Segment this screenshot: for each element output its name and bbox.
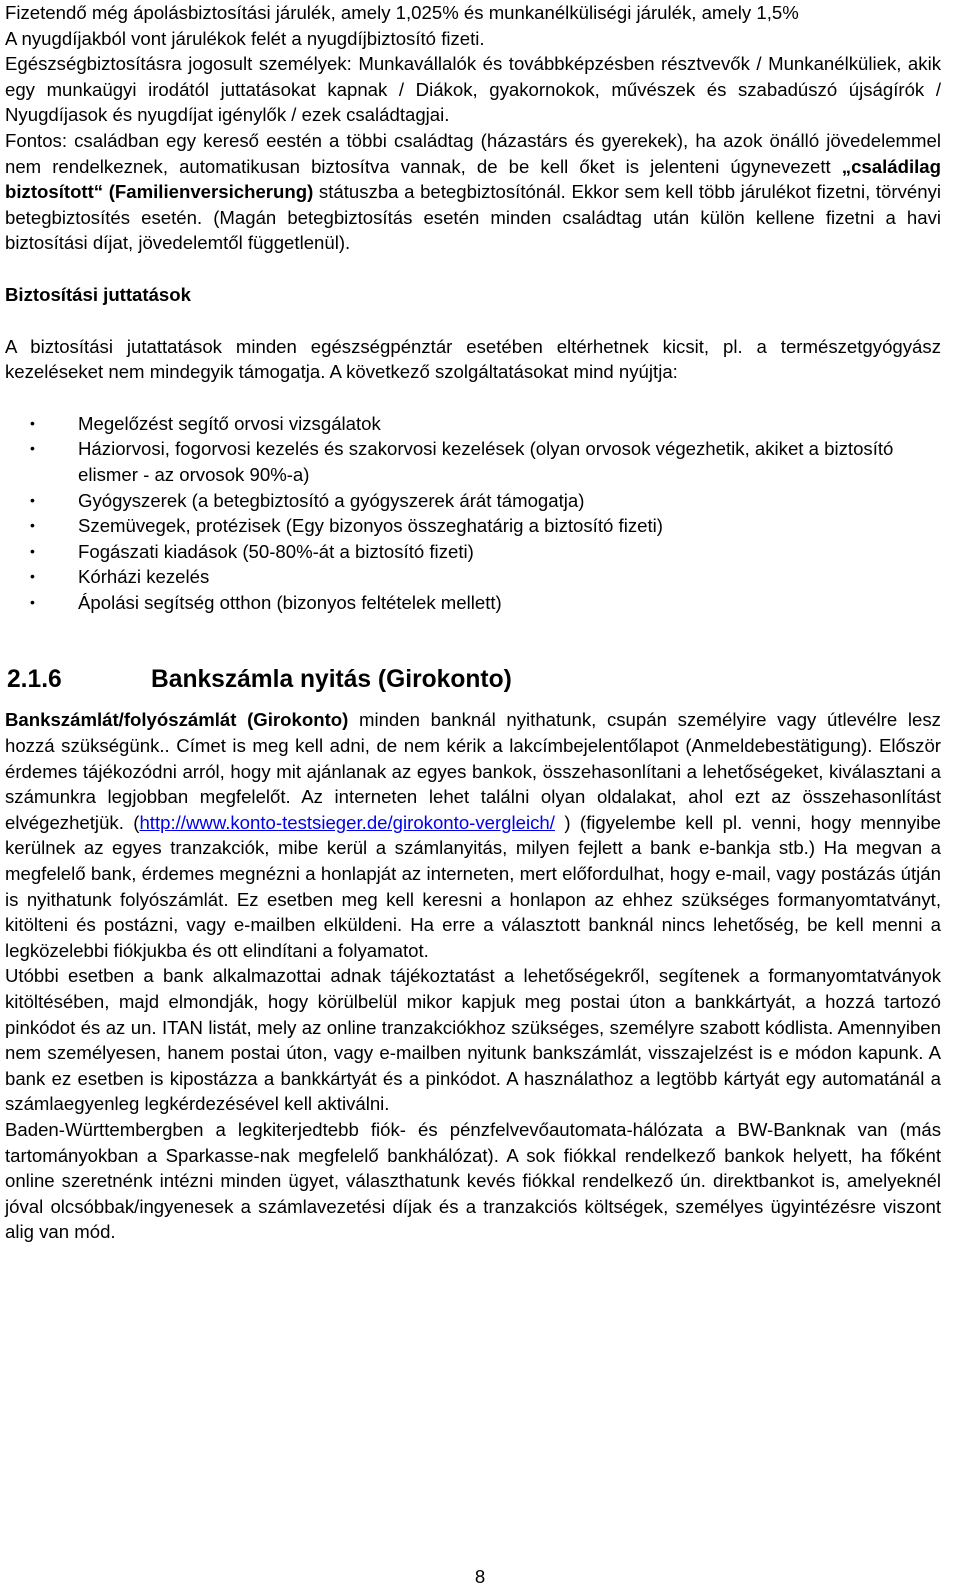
bank-account-paragraph <box>5 707 941 963</box>
family-insurance-term: „családilag biztosított“ (Familienversicherung) <box>5 155 941 203</box>
bank-branch-paragraph: Utóbbi esetben a bank alkalmazottai adnak tájékoztatást a lehetőségekről, segítenek a formanyomtatványok kitöltésében, majd elmondják, hogy körülbelül mikor kapjuk meg postai úton a bankkártyát, a hozzá tartozó pinkódot és az un. ITAN listát, mely az online tranzakciókhoz szükséges, személyre szabott kódlista. Amennyiben nem személyesen, hanem postai úton, vagy e-mailben nyitunk bankszámlát, visszajelzést is e módon kapunk. A bank ez esetben is kipostázza a bankkártyát és a pinkódot. A használathoz a legtöbb kártyát egy automatánál a számlaegyenleg legkérdezésével kell aktiválni. <box>5 965 941 1115</box>
benefits-heading: Biztosítási juttatások <box>5 283 191 305</box>
bullet-icon: • <box>30 517 35 534</box>
comparison-site-link[interactable]: http://www.konto-testsieger.de/girokonto-vergleich/ <box>139 811 555 833</box>
document-page <box>5 0 941 1245</box>
family-insurance-paragraph <box>5 128 941 256</box>
chapter-heading <box>5 665 941 695</box>
list-item <box>5 488 941 514</box>
bank-network-paragraph: Baden-Württembergben a legkiterjedtebb fiók- és pénzfelvevőautomata-hálózata a BW-Banknak van (más tartományokban a Sparkasse-nak megfelelő bankhálózat). A sok fiókkal rendelkező bankok helyett, ha főként online szeretnénk intézni minden ügyet, választhatunk kevés fiókkal rendelkező ún. direktbankot is, amelyeknél jóval olcsóbbak/ingyenesek a számlavezetési díjak és a tranzakciós költségek, személyes ügyintézésre viszont alig van mód. <box>5 1118 941 1243</box>
bullet-icon: • <box>30 440 35 457</box>
page-number: 8 <box>474 1566 486 1587</box>
list-item <box>5 539 941 565</box>
list-item-text: Megelőzést segítő orvosi vizsgálatok <box>78 412 381 434</box>
family-text-part2: státuszba a betegbiztosítónál. Ekkor sem kell több járulékot fizetni, törvényi betegbiztosítés esetén. (Magán betegbiztosítás esetén minden családtag után külön kellene fizetni a havi biztosítási díjat, jövedelemtől függetlenül). <box>5 181 941 254</box>
bank-account-term: Bankszámlát/folyószámlát (Girokonto) <box>5 709 349 731</box>
eligible-persons-paragraph: Egészségbiztosításra jogosult személyek: Munkavállalók és továbbképzésben résztvevők / Munkanélküliek, akik egy munkaügyi irodától juttatásokat kapnak / Diákok, gyakornokok, művészek és szabadúszó újságírók / Nyugdíjasok és nyugdíjat igénylők / ezek családtagjai. <box>5 53 941 126</box>
bullet-icon: • <box>30 491 35 508</box>
family-text-part1: Fontos: családban egy kereső eestén a többi családtag (házastárs és gyerekek), ha azok önálló jövedelemmel nem rendelkeznek, automatikusan biztosítva vannak, de be kell őket is jelenteni úgynevezett <box>5 129 941 177</box>
list-item <box>5 590 941 616</box>
bank-text-part1: minden banknál nyithatunk, csupán személyire vagy útlevélre lesz hozzá szükségünk.. Címet is meg kell adni, de nem kérik a lakcímbejelentőlapot (Anmeldebestätigung). Először érdemes tájékozódni arról, hogy mit ajánlanak az egyes bankok, összehasonlítani a lehetőségeket, kiválasztani a számunkra legjobban megfelelőt. Az interneten lehet találni olyan oldalakat, ahol ezt az összehasonlítást elvégezhetjük. ( <box>5 709 941 833</box>
chapter-title: Bankszámla nyitás (Girokonto) <box>151 666 512 694</box>
list-item <box>5 513 941 539</box>
list-item-text: Háziorvosi, fogorvosi kezelés és szakorvosi kezelések (olyan orvosok végezhetik, akiket a biztosító elismer - az orvosok 90%-a) <box>78 438 894 485</box>
list-item-text: Gyógyszerek (a betegbiztosító a gyógyszerek árát támogatja) <box>78 489 585 511</box>
list-item-text: Kórházi kezelés <box>78 566 210 588</box>
list-item-text: Ápolási segítség otthon (bizonyos feltételek mellett) <box>78 591 502 613</box>
benefits-intro: A biztosítási jutattatások minden egészségpénztár esetében eltérhetnek kicsit, pl. a természetgyógyász kezeléseket nem mindegyik támogatja. A következő szolgáltatásokat mind nyújtja: <box>5 335 941 383</box>
bullet-icon: • <box>30 414 35 431</box>
list-item <box>5 564 941 590</box>
bullet-icon: • <box>30 542 35 559</box>
bank-text-part2: ) (figyelembe kell pl. venni, hogy mennyibe kerülnek az egyes tranzakciók, mibe kerül a számlanyitás, milyen fejlett a bank e-bankja stb.) Ha megvan a megfelelő bank, érdemes megnézni a honlapját az interneten, mert előfordulhat, hogy e-mail, vagy postázás útján is nyithatunk folyószámlát. Ez esetben meg kell keresni a honlapon az ehhez szükséges formanyomtatványt, kitölteni és postázni, vagy e-mailben elküldeni. Ha erre a választott banknál nincs lehetőség, be kell menni a legközelebbi fiókjukba és ott elindítani a folyamatot. <box>5 811 942 961</box>
pension-contribution-text: A nyugdíjakból vont járulékok felét a nyugdíjbiztosító fizeti. <box>5 27 485 49</box>
benefits-list <box>5 411 941 616</box>
chapter-number: 2.1.6 <box>7 666 62 694</box>
bullet-icon: • <box>30 568 35 585</box>
care-insurance-text: Fizetendő még ápolásbiztosítási járulék, amely 1,025% és munkanélküliségi járulék, amely 1,5% <box>5 2 799 23</box>
list-item <box>5 411 941 437</box>
list-item-text: Szemüvegek, protézisek (Egy bizonyos összeghatárig a biztosító fizeti) <box>78 515 663 537</box>
list-item <box>5 436 941 487</box>
bullet-icon: • <box>30 593 35 610</box>
list-item-text: Fogászati kiadások (50-80%-át a biztosító fizeti) <box>78 540 474 562</box>
